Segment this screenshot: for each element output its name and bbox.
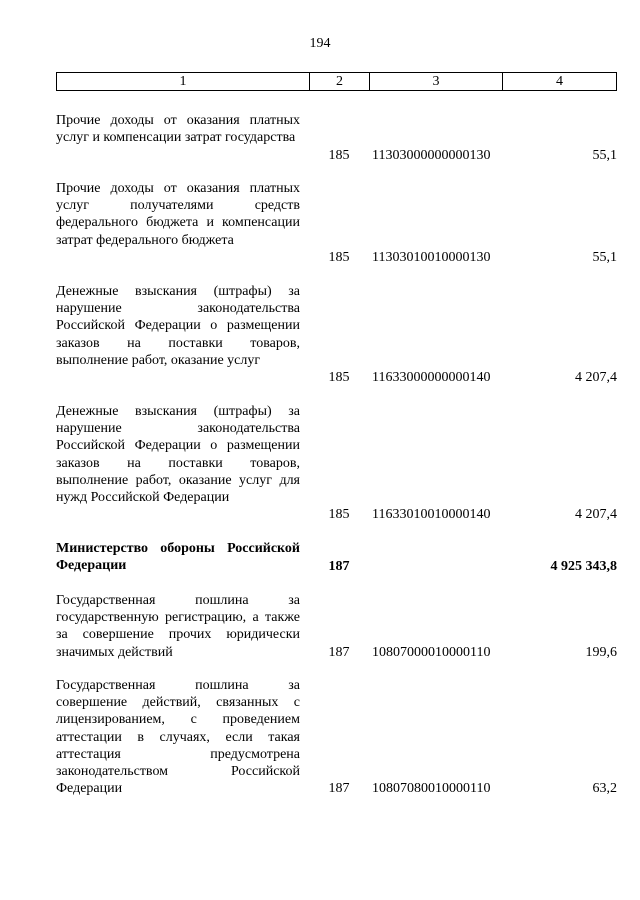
row-amount: 4 925 343,8 xyxy=(550,558,617,574)
column-number-3: 3 xyxy=(370,73,503,90)
row-name: Прочие доходы от оказания платных услуг и компенсации затрат государства xyxy=(56,113,300,146)
row-amount: 55,1 xyxy=(592,147,617,163)
row-admin-code: 187 xyxy=(328,558,350,574)
row-admin-code: 185 xyxy=(328,147,350,163)
page-number: 194 xyxy=(309,36,331,51)
row-amount: 4 207,4 xyxy=(575,506,617,522)
row-name: Прочие доходы от оказания платных услуг получателями средств федерального бюджета и компенсации затрат федерального бюджета xyxy=(56,181,300,248)
row-admin-code: 185 xyxy=(328,249,350,265)
row-name: Денежные взыскания (штрафы) за нарушение законодательства Российской Федерации о размещении заказов на поставки товаров, выполнение работ, оказание услуг для нужд Российской Федерации xyxy=(56,404,300,506)
row-amount: 199,6 xyxy=(585,644,617,660)
table-row xyxy=(56,180,617,266)
row-name: Денежные взыскания (штрафы) за нарушение законодательства Российской Федерации о размещении заказов на поставки товаров, выполнение работ, оказание услуг xyxy=(56,284,300,368)
table-column-header xyxy=(56,72,617,91)
row-admin-code: 185 xyxy=(328,369,350,385)
row-name: Государственная пошлина за государственную регистрацию, а также за совершение прочих юридически значимых действий xyxy=(56,593,300,660)
row-budget-code: 11303010010000130 xyxy=(372,249,491,265)
row-amount: 55,1 xyxy=(592,249,617,265)
row-budget-code: 10807080010000110 xyxy=(372,780,491,796)
row-budget-code: 11633010010000140 xyxy=(372,506,491,522)
row-budget-code: 10807000010000110 xyxy=(372,644,491,660)
table-row xyxy=(56,403,617,523)
column-number-4: 4 xyxy=(556,74,563,89)
column-number-2: 2 xyxy=(310,73,370,90)
row-budget-code: 11633000000000140 xyxy=(372,369,491,385)
table-row xyxy=(56,592,617,661)
row-name: Министерство обороны Российской Федерации xyxy=(56,541,300,574)
table-row xyxy=(56,112,617,164)
row-admin-code: 185 xyxy=(328,506,350,522)
row-admin-code: 187 xyxy=(328,780,350,796)
row-amount: 4 207,4 xyxy=(575,369,617,385)
ministry-row xyxy=(56,540,617,575)
row-name: Государственная пошлина за совершение действий, связанных с лицензированием, с проведением аттестации в случаях, если такая аттестация предусмотрена законодательством Российской Федерации xyxy=(56,678,300,797)
row-amount: 63,2 xyxy=(592,780,617,796)
row-admin-code: 187 xyxy=(328,644,350,660)
column-number-1: 1 xyxy=(57,73,310,90)
row-budget-code: 11303000000000130 xyxy=(372,147,491,163)
table-row xyxy=(56,677,617,797)
table-row xyxy=(56,283,617,386)
